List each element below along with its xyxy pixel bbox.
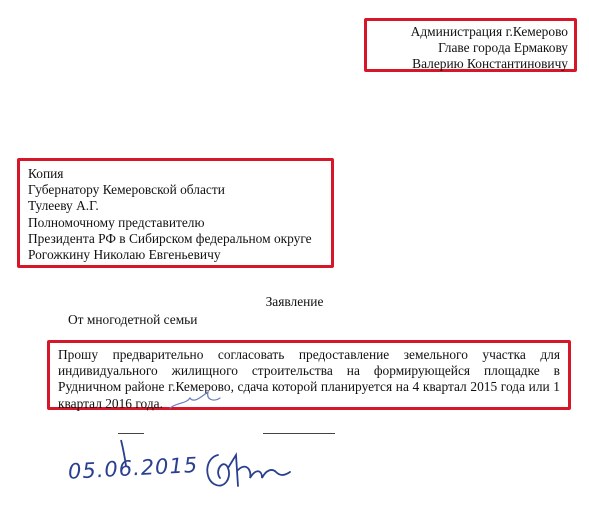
copy-line-3: Тулееву А.Г. (28, 198, 99, 214)
document-title: Заявление (265, 294, 324, 309)
copy-line-1: Копия (28, 166, 64, 181)
copy-line-5: Президента РФ в Сибирском федеральном округе (28, 230, 312, 246)
addressee-line-1: Администрация г.Кемерово (410, 24, 568, 39)
signature-scribble-icon (207, 455, 290, 486)
copy-line-4: Полномочному представителю (28, 214, 205, 230)
addressee-line-2: Главе города Ермакову (438, 40, 568, 56)
request-text: Прошу предварительно согласовать предоставление земельного участка для индивидуального жилищного строительства на формирующейся площадке в Рудничном районе г.Кемерово, сдача которой планируется на 4 квартал 2015 года или 1 квартал 2016 года. (58, 347, 560, 411)
copy-line-6: Рогожкину Николаю Евгеньевичу (28, 247, 221, 263)
pen-mark (170, 392, 220, 408)
handwritten-date: 05.06.2015 (67, 452, 199, 484)
copy-line-2: Губернатору Кемеровской области (28, 182, 225, 198)
from-line: От многодетной семьи (68, 312, 198, 327)
addressee-line-3: Валерию Константиновичу (412, 56, 568, 72)
